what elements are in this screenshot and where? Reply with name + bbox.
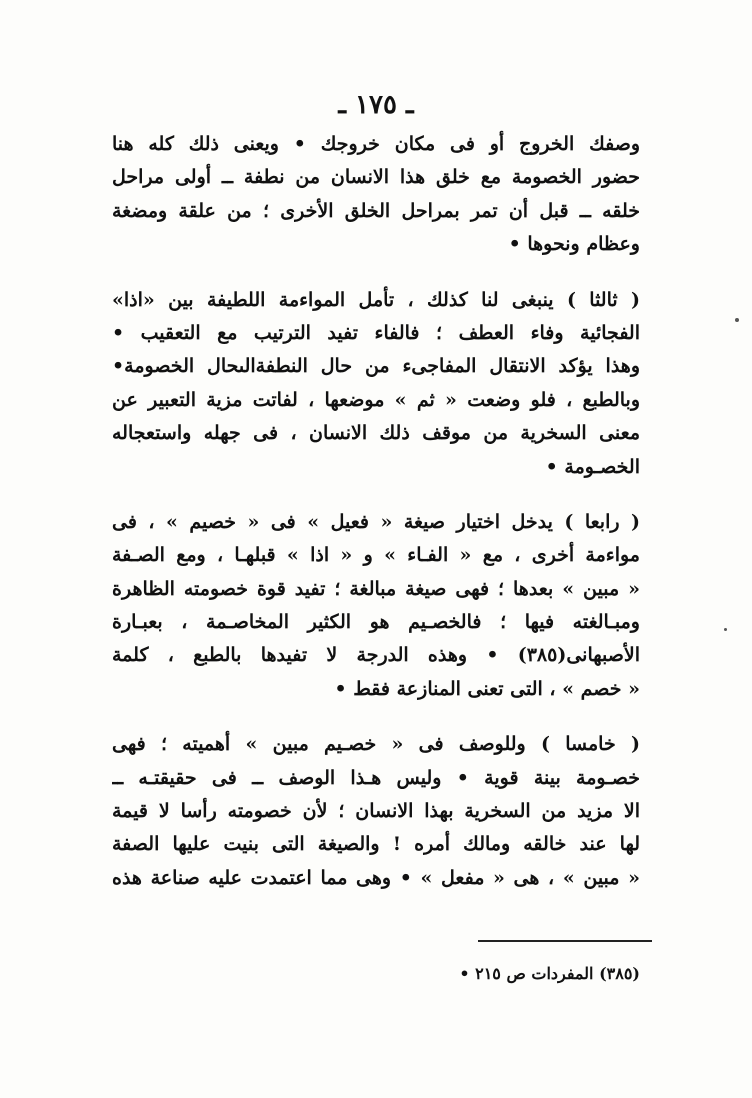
footnote: (٣٨٥) المفردات ص ٢١٥ • (459, 964, 640, 983)
text-line: ( ثالثا ) ينبغى لنا كذلك ، تأمل المواءمة اللطيفة بين «اذا» (112, 288, 640, 311)
paragraph-1 (112, 128, 640, 262)
page-number: ـ ١٧٥ ـ (338, 90, 414, 120)
text-line: « مبين » ، هى « مفعل » • وهى مما اعتمدت عليه صناعة هذه (112, 866, 640, 889)
text-line: وهذا يؤكد الانتقال المفاجىء من حال النطفةالىحال الخصومة• (112, 355, 640, 378)
text-line: « مبين » بعدها ؛ فهى صيغة مبالغة ؛ تفيد قوة خصومته الظاهرة (112, 577, 640, 600)
text-line: وبالطبع ، فلو وضعت « ثم » موضعها ، لفاتت مزية التعبير عن (112, 388, 640, 411)
text-line: « خصم » ، التى تعنى المنازعة فقط • (334, 677, 640, 700)
paragraph-gap (112, 262, 640, 284)
text-line: الا مزيد من السخرية بهذا الانسان ؛ لأن خصومته رأسا لا قيمة (112, 800, 640, 823)
body-text (112, 128, 640, 895)
text-line: الفجائية وفاء العطف ؛ فالفاء تفيد الترتيب مع التعقيب • (112, 321, 640, 344)
paragraph-3 (112, 506, 640, 706)
text-line: الخصـومة • (545, 455, 640, 478)
paragraph-gap (112, 706, 640, 728)
footnote-divider (478, 940, 652, 942)
text-line: وعظام ونحوها • (508, 233, 640, 256)
text-line: ومبـالغته فيها ؛ فالخصـيم هو الكثير المخاصـمة ، بعبـارة (112, 611, 640, 634)
print-speck (724, 628, 727, 631)
text-line: معنى السخرية من موقف ذلك الانسان ، فى جهله واستعجاله (112, 422, 640, 445)
print-speck (735, 318, 739, 322)
text-line: وصفك الخروج أو فى مكان خروجك • ويعنى ذلك كله هنا (112, 133, 640, 155)
text-line: ( خامسا ) وللوصف فى « خصـيم مبين » أهميته ؛ فهى (112, 733, 640, 756)
text-line: لها عند خالقه ومالك أمره ! والصيغة التى بنيت عليها الصفة (112, 833, 640, 856)
text-line: ( رابعا ) يدخل اختيار صيغة « فعيل » فى « خصيم » ، فى (112, 510, 640, 533)
text-line: مواءمة أخرى ، مع « الفـاء » و « اذا » قبلهـا ، ومع الصـفة (112, 544, 640, 567)
paragraph-4 (112, 728, 640, 895)
text-line: خلقه ــ قبل أن تمر بمراحل الخلق الأخرى ؛ من علقة ومضغة (112, 199, 640, 222)
paragraph-gap (112, 484, 640, 506)
text-line: الأصبهانى(٣٨٥) • وهذه الدرجة لا تفيدها بالطبع ، كلمة (112, 644, 640, 667)
paragraph-2 (112, 284, 640, 484)
text-line: حضور الخصومة مع خلق هذا الانسان من نطفة ــ أولى مراحل (112, 166, 640, 189)
text-line: خصـومة بينة قوية • وليس هـذا الوصف ــ فى حقيقتـه ــ (112, 766, 640, 789)
